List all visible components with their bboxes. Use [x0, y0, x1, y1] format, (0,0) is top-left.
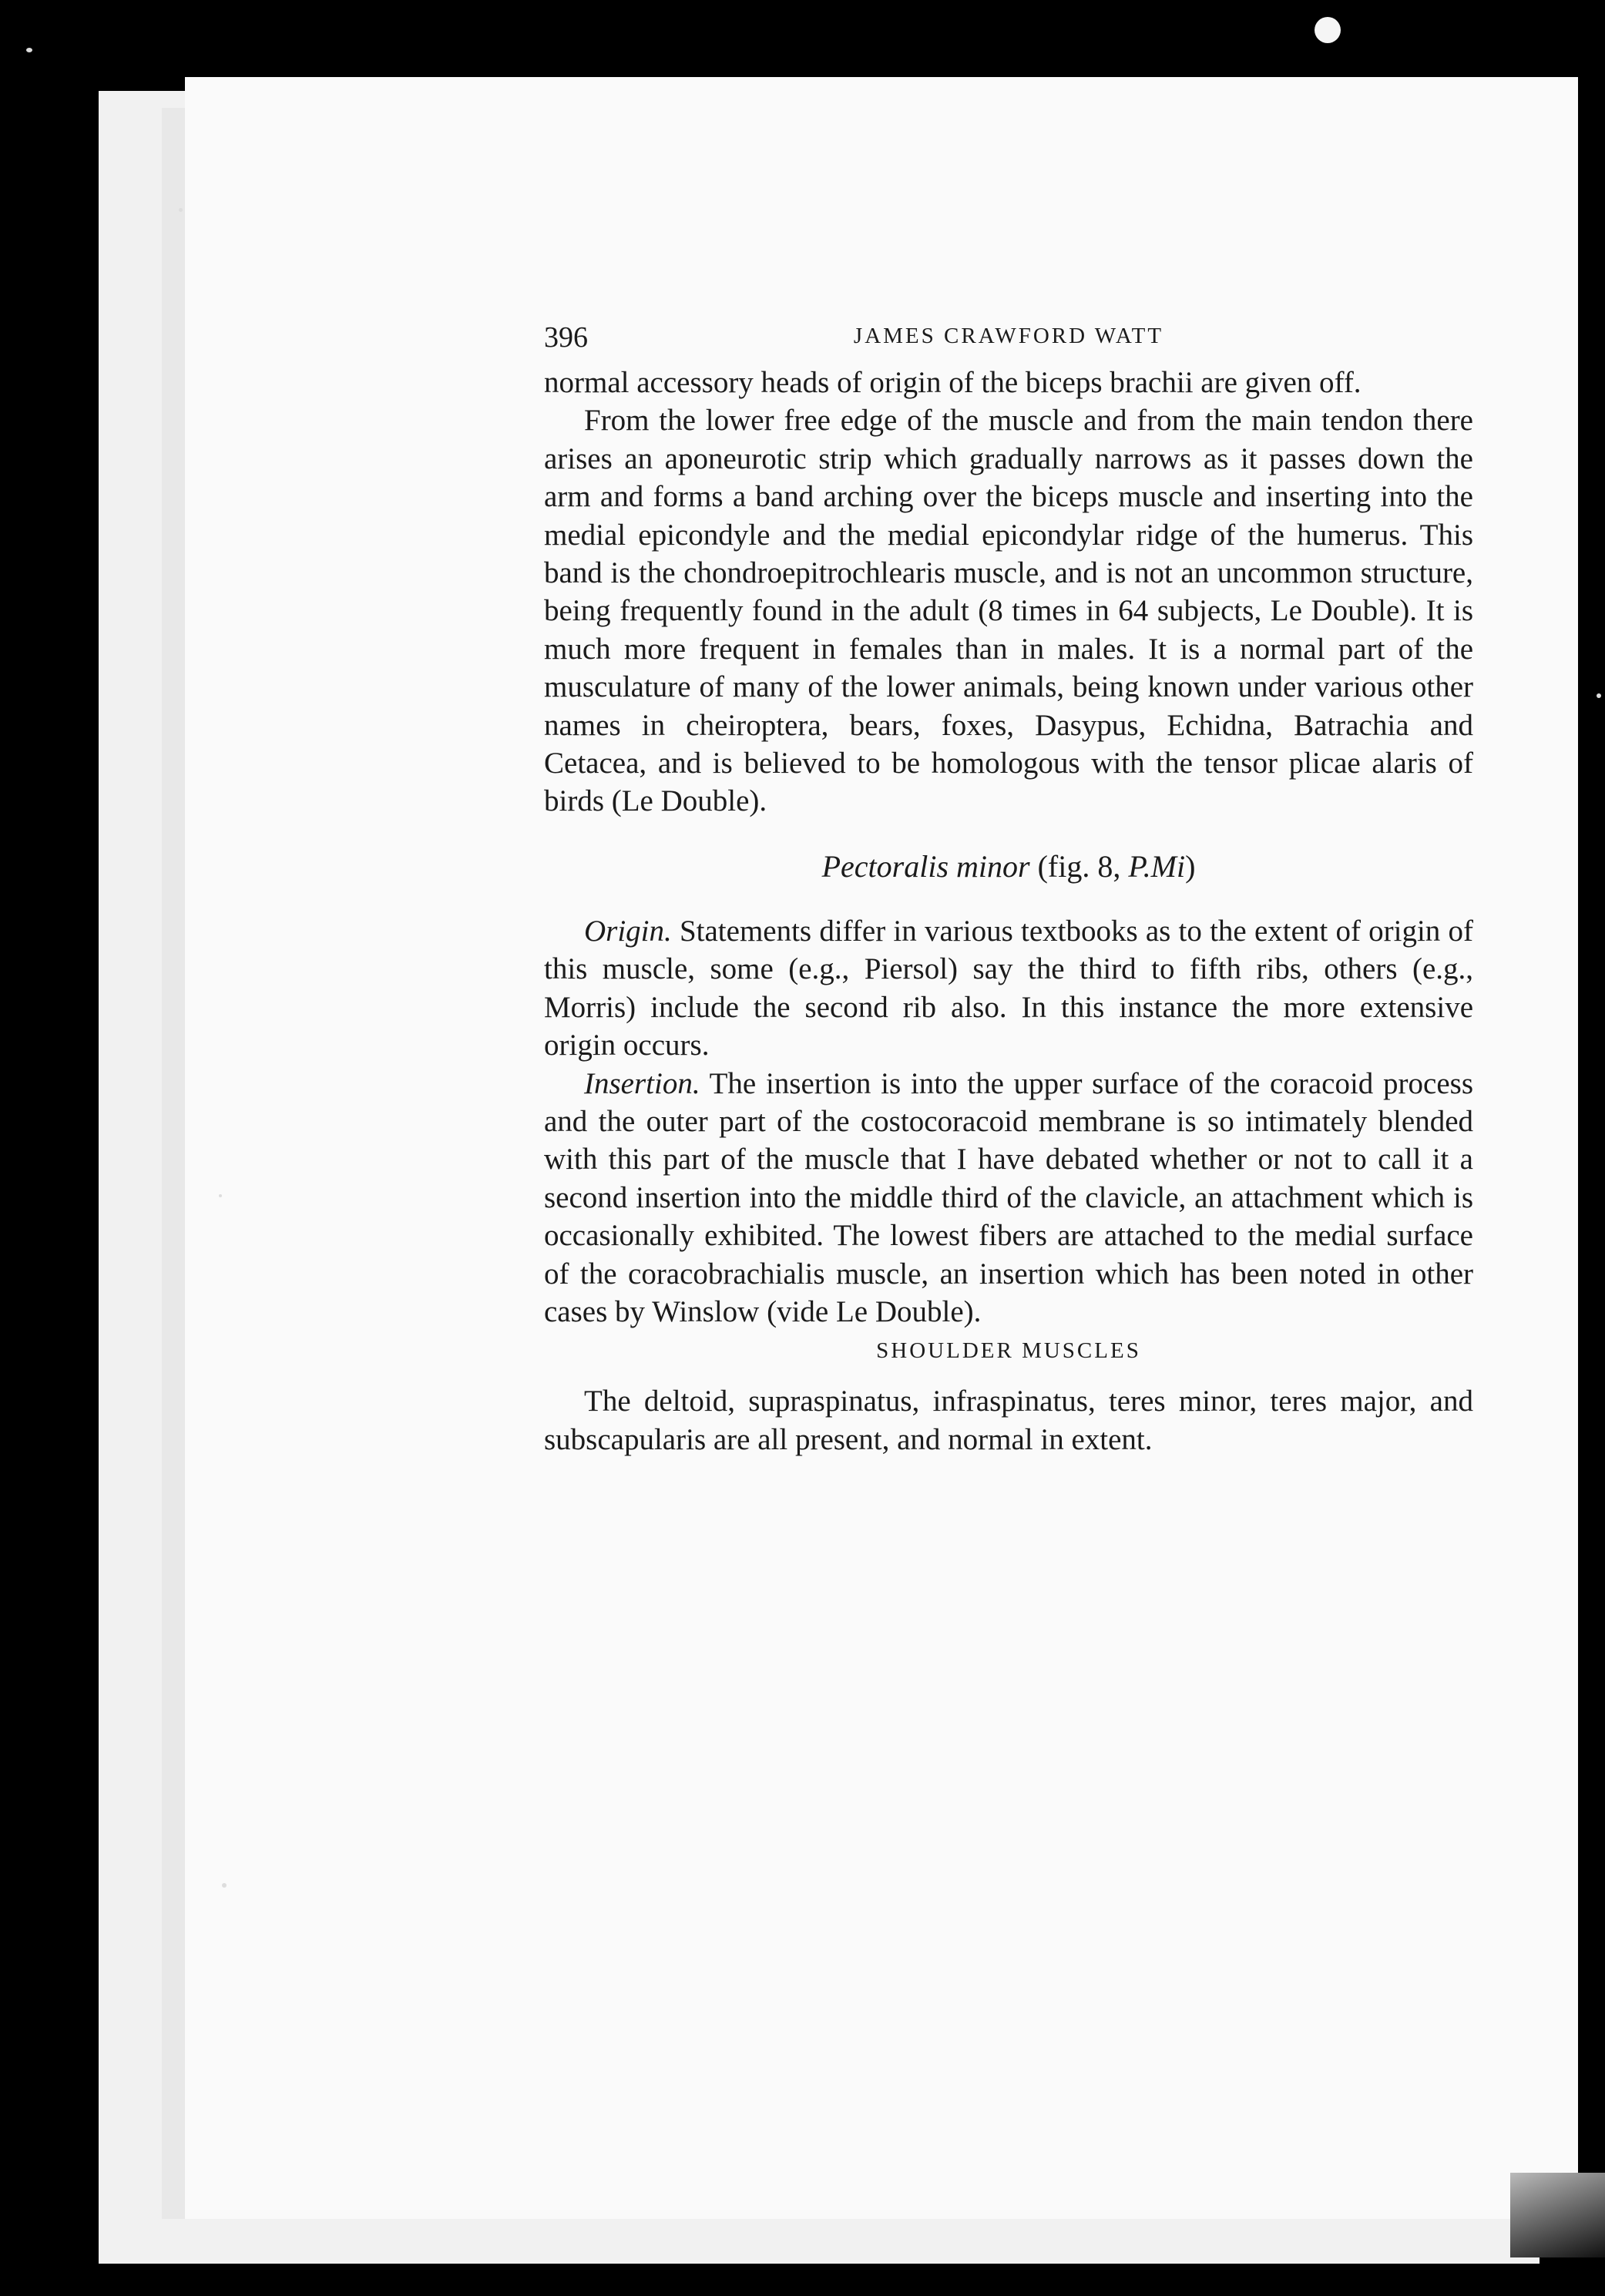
origin-text: Statements differ in various textbooks as to the extent of origin of this muscle, some (e.g., Piersol) say the third to fifth ribs, others (e.g., Morris) include the second rib also. In this instance the more extensive origin occurs. [544, 914, 1473, 1062]
scan-speck [1315, 17, 1341, 43]
scan-speck [222, 1883, 227, 1888]
section-title-abbrev: P.Mi [1128, 848, 1186, 884]
insertion-text: The insertion is into the upper surface of the coracoid process and the outer part of the costocoracoid membrane is so intimately blended with this part of the muscle that I have debated whether or not to call it a second insertion into the middle third of the clavicle, an attachment which is occasionally exhibited. The lowest fibers are attached to the medial surface of the coracobrachialis muscle, an insertion which has been noted in other cases by Winslow (vide Le Double). [544, 1066, 1473, 1328]
section-title-italic: Pectoralis minor [821, 848, 1030, 884]
page-number: 396 [544, 321, 588, 354]
origin-label: Origin. [584, 914, 672, 948]
insertion-paragraph [544, 1065, 1473, 1331]
shoulder-paragraph: The deltoid, supraspinatus, infraspinatus, teres minor, teres major, and subscapularis are all present, and normal in extent. [544, 1385, 1473, 1456]
scan-speck [219, 1194, 222, 1197]
running-title: JAMES CRAWFORD WATT [853, 324, 1164, 348]
page-content [544, 321, 1473, 1458]
scan-speck [179, 208, 183, 212]
running-head [544, 321, 1473, 364]
paragraph-1: normal accessory heads of origin of the biceps brachii are given off. [544, 366, 1362, 399]
scan-stain [1510, 2173, 1605, 2257]
section-title-pectoralis [544, 848, 1473, 884]
section-title-close: ) [1185, 848, 1196, 884]
paragraph-2: From the lower free edge of the muscle and from the main tendon there arises an aponeurotic strip which gradually narrows as it passes down the arm and forms a band arching over the biceps muscle and inserting into the medial epicondyle and the medial epicondylar ridge of the humerus. This band is the chondroepitrochlearis muscle, and is not an uncommon structure, being frequently found in the adult (8 times in 64 subjects, Le Double). It is much more frequent in females than in males. It is a normal part of the musculature of many of the lower animals, being known under various other names in cheiroptera, bears, foxes, Dasypus, Echidna, Batrachia and Cetacea, and is believed to be homologous with the tensor plicae alaris of birds (Le Double). [544, 404, 1473, 818]
scan-speck [26, 48, 32, 52]
scan-speck [1597, 693, 1601, 698]
shoulder-muscles-heading: SHOULDER MUSCLES [876, 1338, 1141, 1364]
insertion-label: Insertion. [584, 1066, 700, 1100]
origin-paragraph [544, 912, 1473, 1065]
section-title-figure: (fig. 8, [1029, 848, 1129, 884]
